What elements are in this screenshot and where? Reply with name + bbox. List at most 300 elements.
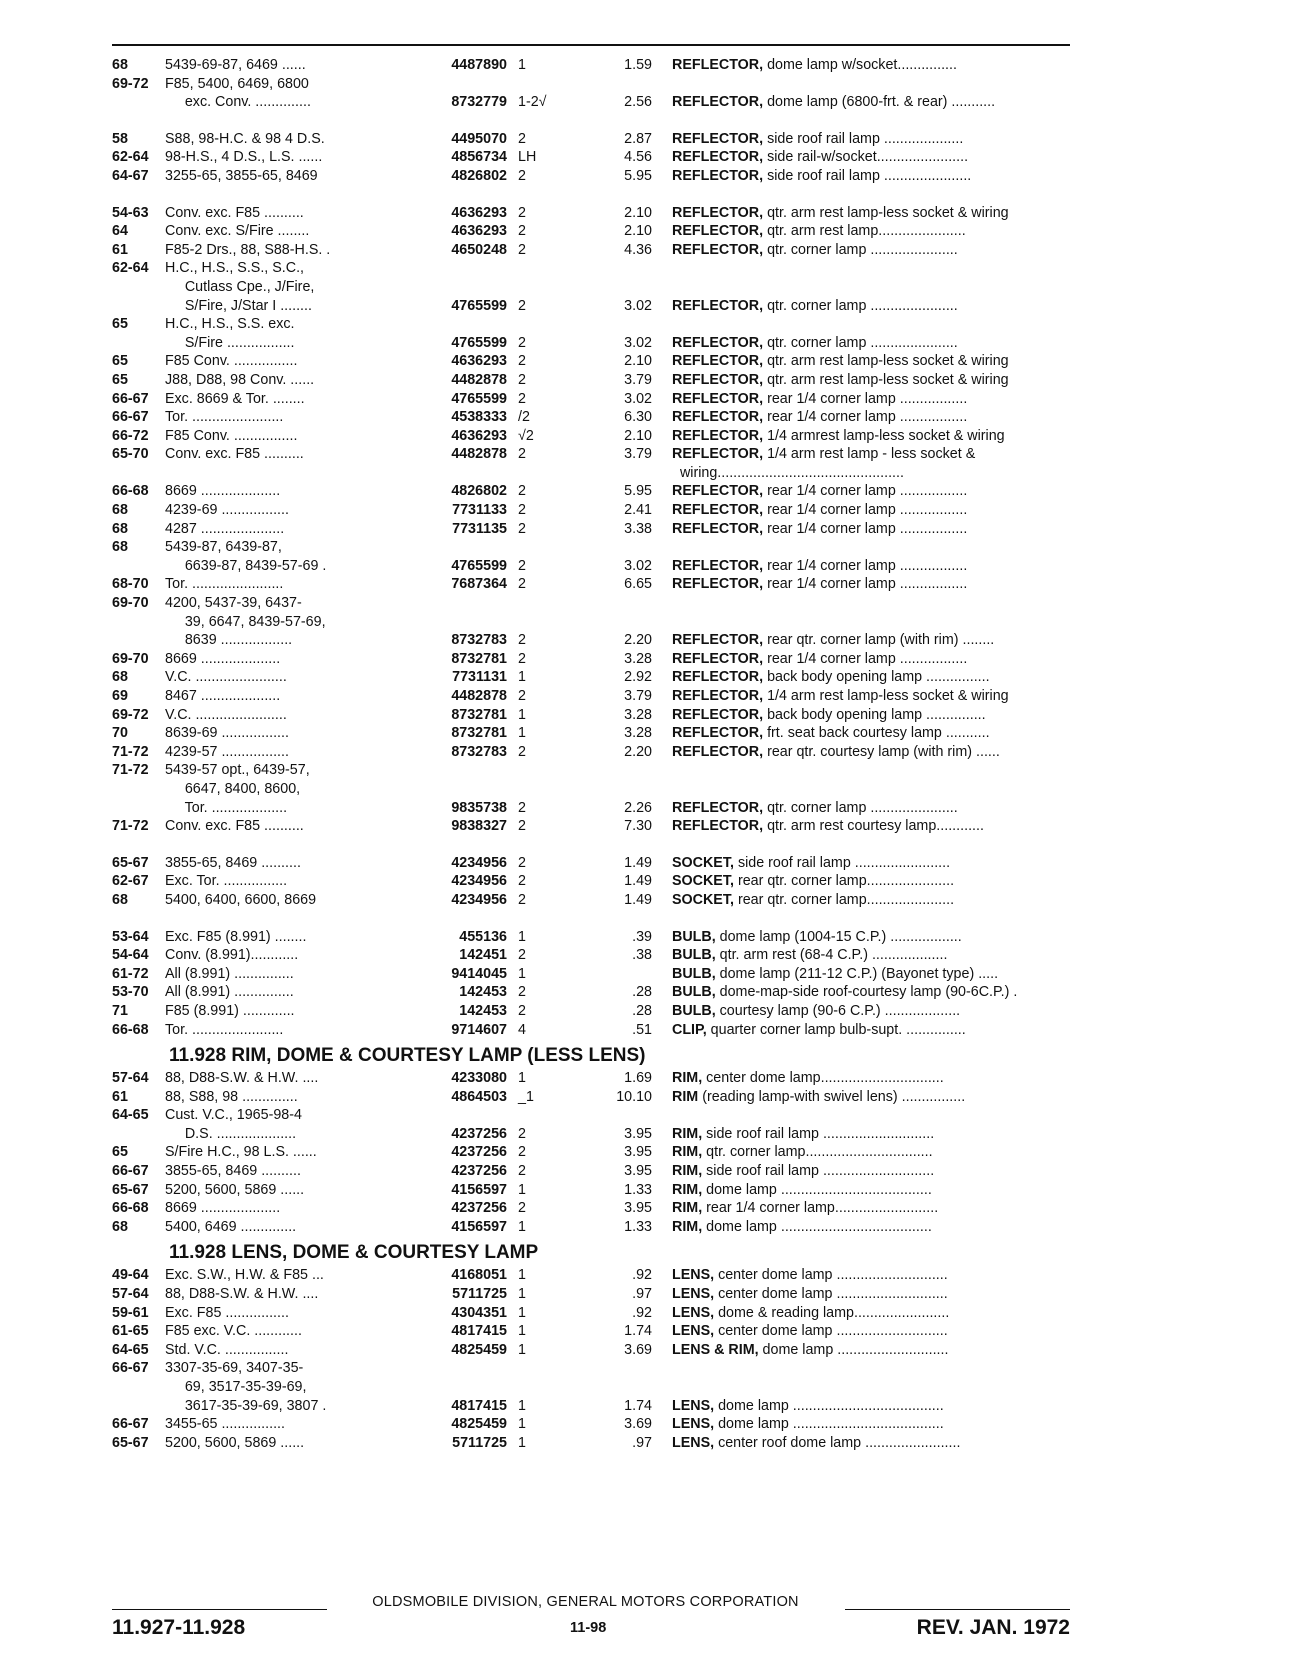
application: Conv. exc. F85 .......... [165, 446, 304, 463]
part-detail: rear 1/4 corner lamp ................. [763, 557, 968, 574]
footer-group-range: 11.927-11.928 [112, 1616, 246, 1639]
part-detail: dome lamp (6800-frt. & rear) ........... [763, 94, 996, 111]
model-year: 66-68 [112, 483, 149, 500]
description [672, 427, 1074, 446]
description [672, 1069, 1074, 1088]
parts-row [112, 631, 1072, 650]
part-number: 4495070 [451, 130, 507, 147]
quantity: LH [518, 149, 537, 166]
application: F85 Conv. ................ [165, 353, 298, 370]
parts-row [112, 501, 1072, 520]
quantity: 1 [518, 1070, 526, 1087]
part-detail: rear 1/4 corner lamp ................. [763, 576, 968, 593]
part-detail: rear 1/4 corner lamp ................. [763, 483, 968, 500]
price: 3.38 [624, 520, 652, 537]
application: Exc. F85 ................ [165, 1304, 289, 1321]
quantity: _1 [518, 1088, 534, 1105]
quantity: 2 [518, 984, 526, 1001]
part-number: 4825459 [451, 1341, 507, 1358]
price: 3.95 [624, 1200, 652, 1217]
model-year: 68 [112, 539, 128, 556]
parts-row [112, 334, 1072, 353]
parts-row [112, 1397, 1072, 1416]
price: 3.79 [624, 446, 652, 463]
parts-row [112, 278, 1072, 297]
part-number: 4156597 [451, 1181, 507, 1198]
parts-row [112, 390, 1072, 409]
part-name: BULB, [672, 1002, 716, 1019]
application: Cutlass Cpe., J/Fire, [165, 278, 315, 295]
quantity: 1 [518, 1218, 526, 1235]
part-number: 4304351 [451, 1304, 507, 1321]
parts-row [112, 1218, 1072, 1237]
part-number: 8732781 [451, 706, 507, 723]
part-name: REFLECTOR, [672, 576, 764, 593]
part-detail: rear 1/4 corner lamp ................. [763, 520, 968, 537]
part-detail: frt. seat back courtesy lamp ........... [763, 725, 990, 742]
part-name: BULB, [672, 965, 716, 982]
model-year: 66-67 [112, 1416, 149, 1433]
model-year: 69-70 [112, 650, 149, 667]
quantity: 2 [518, 818, 526, 835]
application: Conv. exc. F85 .......... [165, 818, 304, 835]
parts-row [112, 1162, 1072, 1181]
parts-row [112, 1199, 1072, 1218]
model-year: 64 [112, 223, 128, 240]
description [672, 93, 1074, 112]
part-name: REFLECTOR, [672, 167, 764, 184]
model-year: 71-72 [112, 762, 149, 779]
price: 2.20 [624, 743, 652, 760]
description [672, 631, 1074, 650]
part-number: 455136 [459, 928, 507, 945]
quantity: 2 [518, 947, 526, 964]
quantity: 2 [518, 1163, 526, 1180]
part-detail: side roof rail lamp ............................ [702, 1163, 935, 1180]
footer-rule-left [112, 1609, 327, 1610]
description [672, 1415, 1074, 1434]
part-name: REFLECTOR, [672, 706, 764, 723]
part-detail: side roof rail lamp ...................... [763, 167, 972, 184]
part-detail: wiring............................................... [672, 464, 904, 481]
part-name: BULB, [672, 928, 716, 945]
part-number: 4487890 [451, 57, 507, 73]
application: 88, S88, 98 .............. [165, 1088, 298, 1105]
part-name: REFLECTOR, [672, 57, 764, 73]
description [672, 687, 1074, 706]
part-name: LENS & RIM, [672, 1341, 759, 1358]
application: F85 Conv. ................ [165, 427, 298, 444]
description [672, 408, 1074, 427]
price: 3.02 [624, 557, 652, 574]
description [672, 482, 1074, 501]
application: 8669 .................... [165, 650, 281, 667]
quantity: 2 [518, 204, 526, 221]
quantity: 2 [518, 1144, 526, 1161]
model-year: 53-70 [112, 984, 149, 1001]
part-name: BULB, [672, 947, 716, 964]
part-number: 4826802 [451, 483, 507, 500]
parts-row [112, 75, 1072, 94]
parts-row [112, 761, 1072, 780]
part-number: 4233080 [451, 1070, 507, 1087]
part-name: REFLECTOR, [672, 632, 764, 649]
part-number: 4237256 [451, 1200, 507, 1217]
description [672, 390, 1074, 409]
quantity: 1 [518, 1286, 526, 1303]
application: 69, 3517-35-39-69, [165, 1379, 307, 1395]
part-name: REFLECTOR, [672, 390, 764, 407]
quantity: 1 [518, 725, 526, 742]
quantity: 2 [518, 167, 526, 184]
part-number: 4538333 [451, 409, 507, 426]
application: 8669 .................... [165, 1200, 281, 1217]
quantity: 2 [518, 799, 526, 816]
application: 3255-65, 3855-65, 8469 [165, 167, 318, 184]
part-name: RIM, [672, 1070, 703, 1087]
quantity: 4 [518, 1021, 526, 1038]
parts-row [112, 557, 1072, 576]
parts-row [112, 1266, 1072, 1285]
description [672, 1218, 1074, 1237]
part-name: REFLECTOR, [672, 483, 764, 500]
part-name: LENS, [672, 1323, 715, 1340]
model-year: 57-64 [112, 1286, 149, 1303]
price: 1.49 [624, 854, 652, 871]
description [672, 1199, 1074, 1218]
part-detail: rear qtr. corner lamp...................... [733, 891, 955, 908]
price: 1.49 [624, 873, 652, 890]
price: .92 [632, 1304, 652, 1321]
description [672, 1304, 1074, 1323]
part-name: REFLECTOR, [672, 130, 764, 147]
application: 5400, 6400, 6600, 8669 [165, 891, 317, 908]
quantity: 2 [518, 576, 526, 593]
price: 3.79 [624, 688, 652, 704]
application: H.C., H.S., S.S. exc. [165, 316, 295, 333]
parts-row [112, 93, 1072, 112]
parts-row [112, 1069, 1072, 1088]
model-year: 68-70 [112, 576, 149, 593]
part-name: LENS, [672, 1434, 715, 1451]
description [672, 928, 1074, 947]
part-detail: 1/4 arm rest lamp-less socket & wiring [763, 688, 1009, 704]
parts-row [112, 1143, 1072, 1162]
application: 5439-57 opt., 6439-57, [165, 762, 310, 779]
parts-row [112, 650, 1072, 669]
quantity: 2 [518, 223, 526, 240]
application: Std. V.C. ................ [165, 1341, 289, 1358]
description [672, 297, 1074, 316]
quantity: 1 [518, 1434, 526, 1451]
part-detail: rear 1/4 corner lamp ................. [763, 390, 968, 407]
application: 6639-87, 8439-57-69 . [165, 557, 327, 574]
price: 4.56 [624, 149, 652, 166]
model-year: 62-64 [112, 260, 149, 277]
quantity: 2 [518, 520, 526, 537]
description [672, 371, 1074, 390]
part-name: REFLECTOR, [672, 297, 764, 314]
parts-row [112, 482, 1072, 501]
part-number: 4234956 [451, 873, 507, 890]
part-detail: courtesy lamp (90-6 C.P.) ................... [715, 1002, 961, 1019]
part-detail: dome lamp w/socket............... [763, 57, 957, 73]
model-year: 66-67 [112, 409, 149, 426]
application: D.S. .................... [165, 1125, 297, 1142]
part-number: 4856734 [451, 149, 507, 166]
part-number: 7731133 [452, 502, 507, 519]
part-name: RIM [672, 1088, 699, 1105]
price: 10.10 [616, 1088, 652, 1105]
quantity: 1 [518, 57, 526, 73]
parts-row [112, 1181, 1072, 1200]
part-detail: center dome lamp............................... [702, 1070, 944, 1087]
part-number: 4765599 [451, 557, 507, 574]
price: .97 [632, 1286, 652, 1303]
part-name: REFLECTOR, [672, 204, 764, 221]
parts-row [112, 575, 1072, 594]
parts-row [112, 297, 1072, 316]
part-detail: center dome lamp ............................ [714, 1267, 948, 1284]
part-detail: qtr. corner lamp ...................... [763, 334, 958, 351]
part-number: 142453 [459, 1002, 507, 1019]
part-detail: dome lamp (211-12 C.P.) (Bayonet type) ..... [715, 965, 999, 982]
part-name: REFLECTOR, [672, 520, 764, 537]
part-detail: dome lamp ............................ [758, 1341, 949, 1358]
price: 1.74 [624, 1397, 652, 1414]
parts-row [112, 538, 1072, 557]
application: exc. Conv. .............. [165, 94, 311, 111]
application: Tor. ....................... [165, 1021, 284, 1038]
application: S/Fire ................. [165, 334, 295, 351]
quantity: 2 [518, 1200, 526, 1217]
price: 3.02 [624, 334, 652, 351]
parts-row [112, 1088, 1072, 1107]
model-year: 65 [112, 353, 128, 370]
price: 7.30 [624, 818, 652, 835]
model-year: 66-68 [112, 1021, 149, 1038]
description [672, 1397, 1074, 1416]
description [672, 983, 1074, 1002]
description [672, 1341, 1074, 1360]
part-detail: (reading lamp-with swivel lens) ................ [698, 1088, 966, 1105]
description [672, 946, 1074, 965]
part-number: 4826802 [451, 167, 507, 184]
price: 2.92 [624, 669, 652, 686]
part-name: LENS, [672, 1397, 715, 1414]
application: 3855-65, 8469 .......... [165, 1163, 301, 1180]
description [672, 872, 1074, 891]
model-year: 69-72 [112, 706, 149, 723]
part-number: 4636293 [451, 427, 507, 444]
parts-row [112, 1021, 1072, 1040]
model-year: 71 [112, 1002, 128, 1019]
part-name: REFLECTOR, [672, 223, 764, 240]
part-detail: rear 1/4 corner lamp ................. [763, 650, 968, 667]
price: 2.10 [624, 353, 652, 370]
part-name: LENS, [672, 1416, 715, 1433]
application: Exc. 8669 & Tor. ........ [165, 390, 305, 407]
description [672, 1162, 1074, 1181]
price: 2.56 [624, 94, 652, 111]
application: S/Fire H.C., 98 L.S. ...... [165, 1144, 317, 1161]
parts-row [112, 613, 1072, 632]
description [672, 891, 1074, 910]
application: 4200, 5437-39, 6437- [165, 595, 302, 612]
part-detail: qtr. arm rest lamp-less socket & wiring [763, 353, 1009, 370]
part-number: 7731131 [452, 669, 507, 686]
description [672, 799, 1074, 818]
description [672, 241, 1074, 260]
model-year: 65 [112, 316, 128, 333]
application: 8467 .................... [165, 688, 281, 704]
quantity: 2 [518, 854, 526, 871]
quantity: 2 [518, 446, 526, 463]
price: 3.28 [624, 650, 652, 667]
application: 4239-57 ................. [165, 743, 289, 760]
parts-row [112, 706, 1072, 725]
description [672, 1002, 1074, 1021]
description [672, 167, 1074, 186]
price: .92 [632, 1267, 652, 1284]
parts-row [112, 445, 1072, 464]
part-number: 9835738 [451, 799, 507, 816]
part-name: SOCKET, [672, 873, 734, 890]
application: Tor. ................... [165, 799, 288, 816]
price: 2.10 [624, 223, 652, 240]
application: 5200, 5600, 5869 ...... [165, 1434, 305, 1451]
part-name: REFLECTOR, [672, 502, 764, 519]
price: .38 [632, 947, 652, 964]
parts-row [112, 1415, 1072, 1434]
parts-row [112, 872, 1072, 891]
part-detail: dome-map-side roof-courtesy lamp (90-6C.P.) . [715, 984, 1018, 1001]
application: F85 (8.991) ............. [165, 1002, 295, 1019]
part-name: REFLECTOR, [672, 650, 764, 667]
part-detail: dome lamp ...................................... [702, 1181, 932, 1198]
description [672, 56, 1074, 75]
quantity: 1 [518, 669, 526, 686]
part-name: REFLECTOR, [672, 149, 764, 166]
part-number: 4636293 [451, 223, 507, 240]
part-detail: rear qtr. courtesy lamp (with rim) ...... [763, 743, 1000, 760]
part-name: RIM, [672, 1125, 703, 1142]
application: Cust. V.C., 1965-98-4 [165, 1107, 302, 1124]
application: V.C. ....................... [165, 706, 287, 723]
part-number: 4482878 [451, 371, 507, 388]
part-name: REFLECTOR, [672, 799, 764, 816]
part-number: 4765599 [451, 297, 507, 314]
price: 1.69 [624, 1070, 652, 1087]
description [672, 1088, 1074, 1107]
price: 3.95 [624, 1163, 652, 1180]
part-number: 4636293 [451, 353, 507, 370]
price: 3.28 [624, 706, 652, 723]
price: 5.95 [624, 167, 652, 184]
model-year: 65-67 [112, 854, 149, 871]
quantity: /2 [518, 409, 530, 426]
price: 1.74 [624, 1323, 652, 1340]
parts-row [112, 854, 1072, 873]
part-number: 8732783 [451, 743, 507, 760]
part-name: REFLECTOR, [672, 743, 764, 760]
parts-row [112, 1106, 1072, 1125]
description [672, 352, 1074, 371]
model-year: 58 [112, 130, 128, 147]
parts-row [112, 259, 1072, 278]
parts-row [112, 668, 1072, 687]
part-name: CLIP, [672, 1021, 707, 1038]
part-detail: back body opening lamp ................ [763, 669, 990, 686]
description [672, 520, 1074, 539]
quantity: 2 [518, 390, 526, 407]
parts-row [112, 743, 1072, 762]
description [672, 706, 1074, 725]
part-detail: side rail-w/socket....................... [763, 149, 969, 166]
quantity: 1 [518, 1267, 526, 1284]
quantity: 1 [518, 1323, 526, 1340]
application: Exc. S.W., H.W. & F85 ... [165, 1267, 324, 1284]
parts-row [112, 817, 1072, 836]
part-number: 8732783 [451, 632, 507, 649]
price: 3.69 [624, 1341, 652, 1358]
part-name: SOCKET, [672, 854, 734, 871]
model-year: 65-67 [112, 1181, 149, 1198]
application: Conv. (8.991)............ [165, 947, 299, 964]
description [672, 1434, 1074, 1453]
parts-row [112, 983, 1072, 1002]
model-year: 65-67 [112, 1434, 149, 1451]
parts-row [112, 1359, 1072, 1378]
parts-row [112, 1378, 1072, 1397]
parts-row [112, 1002, 1072, 1021]
part-detail: qtr. corner lamp ...................... [763, 297, 958, 314]
description [672, 222, 1074, 241]
description [672, 668, 1074, 687]
parts-row [112, 799, 1072, 818]
part-number: 4817415 [451, 1397, 507, 1414]
part-name: RIM, [672, 1200, 703, 1217]
model-year: 65 [112, 1144, 128, 1161]
description [672, 1285, 1074, 1304]
price: 2.10 [624, 427, 652, 444]
application: 3455-65 ................ [165, 1416, 285, 1433]
application: V.C. ....................... [165, 669, 287, 686]
model-year: 71-72 [112, 743, 149, 760]
quantity: 1 [518, 1304, 526, 1321]
part-name: RIM, [672, 1144, 703, 1161]
part-name: REFLECTOR, [672, 409, 764, 426]
footer-rule-right [845, 1609, 1070, 1610]
quantity: 2 [518, 873, 526, 890]
description [672, 1266, 1074, 1285]
model-year: 64-67 [112, 167, 149, 184]
price: .28 [632, 1002, 652, 1019]
description [672, 575, 1074, 594]
model-year: 66-72 [112, 427, 149, 444]
parts-row [112, 241, 1072, 260]
model-year: 69-72 [112, 75, 149, 92]
parts-row [112, 315, 1072, 334]
section-heading: 11.928 RIM, DOME & COURTESY LAMP (LESS LENS) [169, 1045, 646, 1067]
application: 3307-35-69, 3407-35- [165, 1360, 304, 1377]
price: 2.87 [624, 130, 652, 147]
application: 8639 .................. [165, 632, 293, 649]
parts-row [112, 408, 1072, 427]
application: 5439-69-87, 6469 ...... [165, 57, 306, 73]
description [672, 557, 1074, 576]
part-number: 4864503 [451, 1088, 507, 1105]
